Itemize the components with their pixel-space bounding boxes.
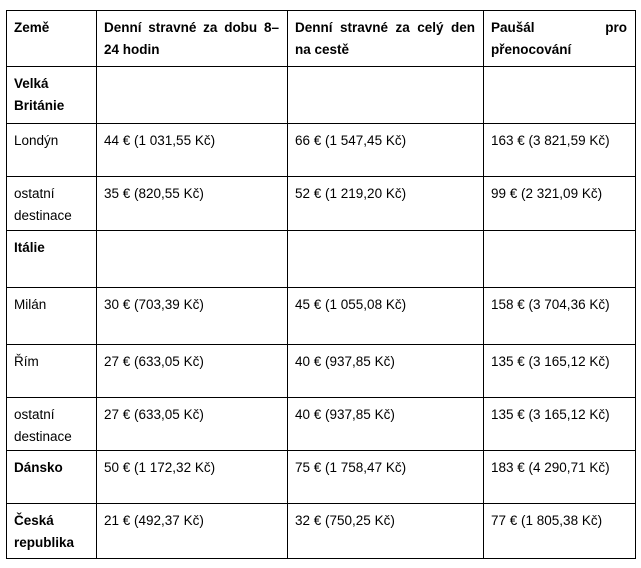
header-daily-full: Denní stravné za celý den na cestě (288, 11, 484, 67)
cell-overnight: 183 € (4 290,71 Kč) (484, 451, 636, 504)
cell-daily-8-24 (97, 67, 288, 124)
cell-daily-8-24: 27 € (633,05 Kč) (97, 345, 288, 398)
row-name: Řím (7, 345, 97, 398)
header-country: Země (7, 11, 97, 67)
cell-daily-full: 66 € (1 547,45 Kč) (288, 124, 484, 177)
cell-daily-full: 45 € (1 055,08 Kč) (288, 288, 484, 345)
table-row (7, 67, 636, 124)
cell-daily-8-24: 50 € (1 172,32 Kč) (97, 451, 288, 504)
cell-daily-full: 40 € (937,85 Kč) (288, 345, 484, 398)
cell-overnight: 158 € (3 704,36 Kč) (484, 288, 636, 345)
header-overnight: Paušál pro přenocování (484, 11, 636, 67)
cell-overnight (484, 231, 636, 288)
table-row (7, 231, 636, 288)
row-name: Londýn (7, 124, 97, 177)
cell-daily-8-24: 35 € (820,55 Kč) (97, 177, 288, 231)
table-row (7, 345, 636, 398)
cell-overnight: 77 € (1 805,38 Kč) (484, 504, 636, 559)
table-row (7, 124, 636, 177)
row-name: Velká Británie (7, 67, 97, 124)
row-name: Itálie (7, 231, 97, 288)
cell-overnight: 163 € (3 821,59 Kč) (484, 124, 636, 177)
row-name: Milán (7, 288, 97, 345)
cell-overnight: 135 € (3 165,12 Kč) (484, 398, 636, 451)
cell-overnight: 99 € (2 321,09 Kč) (484, 177, 636, 231)
row-name: Dánsko (7, 451, 97, 504)
per-diem-table (6, 10, 636, 559)
table-row (7, 504, 636, 559)
cell-daily-full (288, 67, 484, 124)
table-row (7, 177, 636, 231)
table-row (7, 451, 636, 504)
cell-daily-8-24: 30 € (703,39 Kč) (97, 288, 288, 345)
cell-daily-8-24: 44 € (1 031,55 Kč) (97, 124, 288, 177)
cell-overnight: 135 € (3 165,12 Kč) (484, 345, 636, 398)
cell-daily-full (288, 231, 484, 288)
table-row (7, 288, 636, 345)
cell-daily-8-24 (97, 231, 288, 288)
cell-daily-full: 52 € (1 219,20 Kč) (288, 177, 484, 231)
cell-overnight (484, 67, 636, 124)
row-name: Česká republika (7, 504, 97, 559)
cell-daily-full: 40 € (937,85 Kč) (288, 398, 484, 451)
cell-daily-full: 32 € (750,25 Kč) (288, 504, 484, 559)
row-name: ostatní destinace (7, 177, 97, 231)
cell-daily-8-24: 21 € (492,37 Kč) (97, 504, 288, 559)
table-row (7, 398, 636, 451)
cell-daily-full: 75 € (1 758,47 Kč) (288, 451, 484, 504)
cell-daily-8-24: 27 € (633,05 Kč) (97, 398, 288, 451)
row-name: ostatní destinace (7, 398, 97, 451)
header-daily-8-24: Denní stravné za dobu 8–24 hodin (97, 11, 288, 67)
header-row (7, 11, 636, 67)
